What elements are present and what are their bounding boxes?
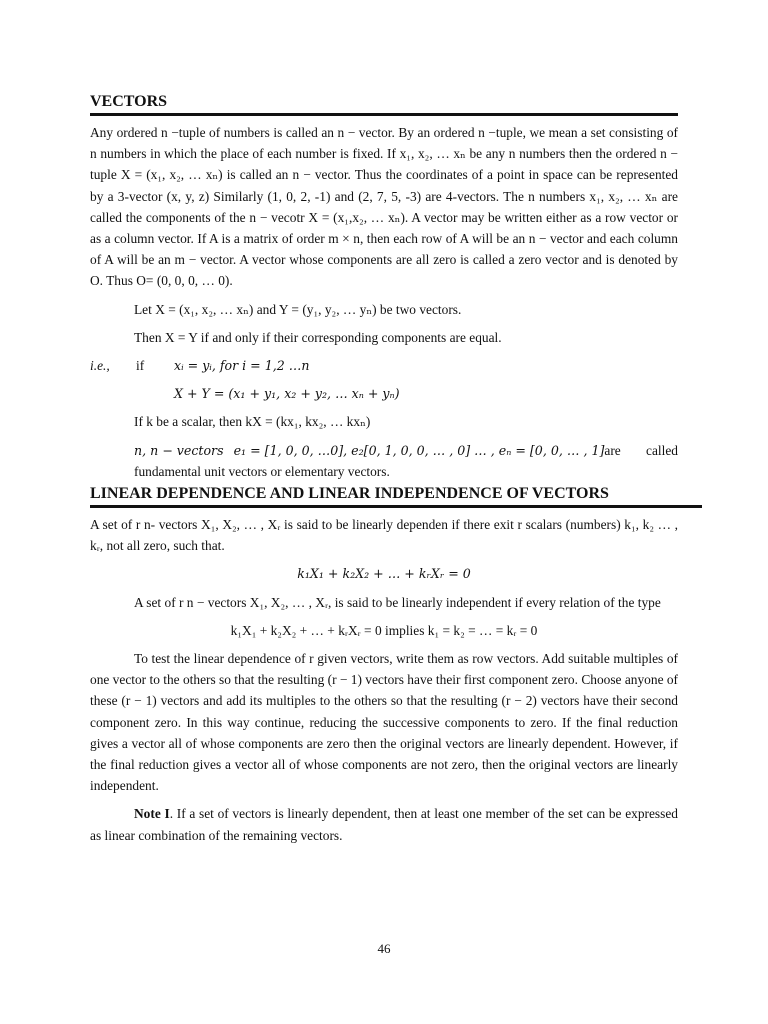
linear-independence-paragraph: A set of r n − vectors X₁, X₂, … , Xᵣ, is said to be linearly independent if every relation of the type: [134, 594, 661, 610]
vectors-definition-paragraph: Any ordered n −tuple of numbers is called an n − vector. By an ordered n −tuple, we mean a set consisting of n numbers in which the place of each number is fixed. If x₁, x₂, … xₙ be any n numbers then the ordered n − tuple X = (x₁, x₂, … xₙ) is called an n − vector. Thus the coordinates of a point in space can be represented by a 3-vector (x, y, z) Similarly (1, 0, 2, -1) and (2, 7, 5, -3) are 4-vectors. The n numbers x₁, x₂, … xₙ are called the components of the n − vecotr X = (x₁,x₂, … xₙ). A vector may be written either as a row vector or as a column vector. If A is a matrix of order m × n, then each row of A will be an n − vector and each column of A will be an m − vector. A vector whose components are all zero is called a zero vector and is denoted by O. Thus O= (0, 0, 0, … 0).: [90, 125, 678, 289]
basis-prefix: n, n − vectors: [134, 442, 224, 458]
note-text: . If a set of vectors is linearly dependent, then at least one member of the set can be expressed as linear combination of the remaining vectors.: [90, 806, 678, 843]
section-heading-vectors: VECTORS: [90, 92, 678, 116]
unit-vectors-line: [90, 440, 678, 461]
ie-label: i.e.,: [90, 358, 110, 374]
component-equality: xᵢ = yᵢ, for i = 1,2 …n: [174, 358, 310, 374]
dependence-equation: k₁X₁ + k₂X₂ + … + kᵣXᵣ = 0: [297, 566, 471, 582]
note-paragraph: [90, 803, 678, 845]
ie-condition-line: [90, 355, 678, 376]
page-content: [90, 92, 678, 846]
let-vectors-line: Let X = (x₁, x₂, … xₙ) and Y = (y₁, y₂, … yₙ) be two vectors.: [134, 301, 462, 317]
unit-vectors-description: fundamental unit vectors or elementary vectors.: [134, 463, 390, 479]
independence-equation: k₁X₁ + k₂X₂ + … + kᵣXᵣ = 0 implies k₁ = k₂ = … = kᵣ = 0: [230, 622, 538, 638]
basis-are: are: [604, 442, 621, 458]
section-heading-linear-dependence: LINEAR DEPENDENCE AND LINEAR INDEPENDENCE OF VECTORS: [90, 484, 702, 508]
basis-vectors: e₁ = [1, 0, 0, …0], e₂[0, 1, 0, 0, … , 0] … , eₙ = [0, 0, … , 1]: [233, 442, 605, 458]
scalar-multiple-line: If k be a scalar, then kX = (kx₁, kx₂, … kxₙ): [134, 414, 371, 430]
if-word: if: [136, 358, 145, 374]
equality-condition-line: Then X = Y if and only if their corresponding components are equal.: [134, 329, 502, 345]
dependence-test-paragraph: To test the linear dependence of r given vectors, write them as row vectors. Add suitable multiples of one vector to the others so that the resulting (r − 1) vectors have their first component zero. Choose anyone of these (r − 1) vectors and add its multiples to the others so that the resulting (r − 2) vectors have their second component zero. In this way continue, reducing the successive components to zero. If the final reduction gives a vector all of whose components are zero then the original vectors are linearly dependent. However, if the final reduction gives a vector all of whose components are not zero, then the original vectors are linearly independent.: [90, 651, 679, 794]
page-number: 46: [377, 941, 391, 956]
basis-called: called: [646, 442, 678, 458]
note-label: Note I: [134, 806, 170, 822]
vector-sum-line: X + Y = (x₁ + y₁, x₂ + y₂, … xₙ + yₙ): [174, 386, 400, 402]
linear-dependence-paragraph: A set of r n- vectors X₁, X₂, … , Xᵣ is said to be linearly dependen if there exit r scalars (numbers) k₁, k₂ … , kᵣ, not all zero, such that.: [90, 517, 678, 554]
